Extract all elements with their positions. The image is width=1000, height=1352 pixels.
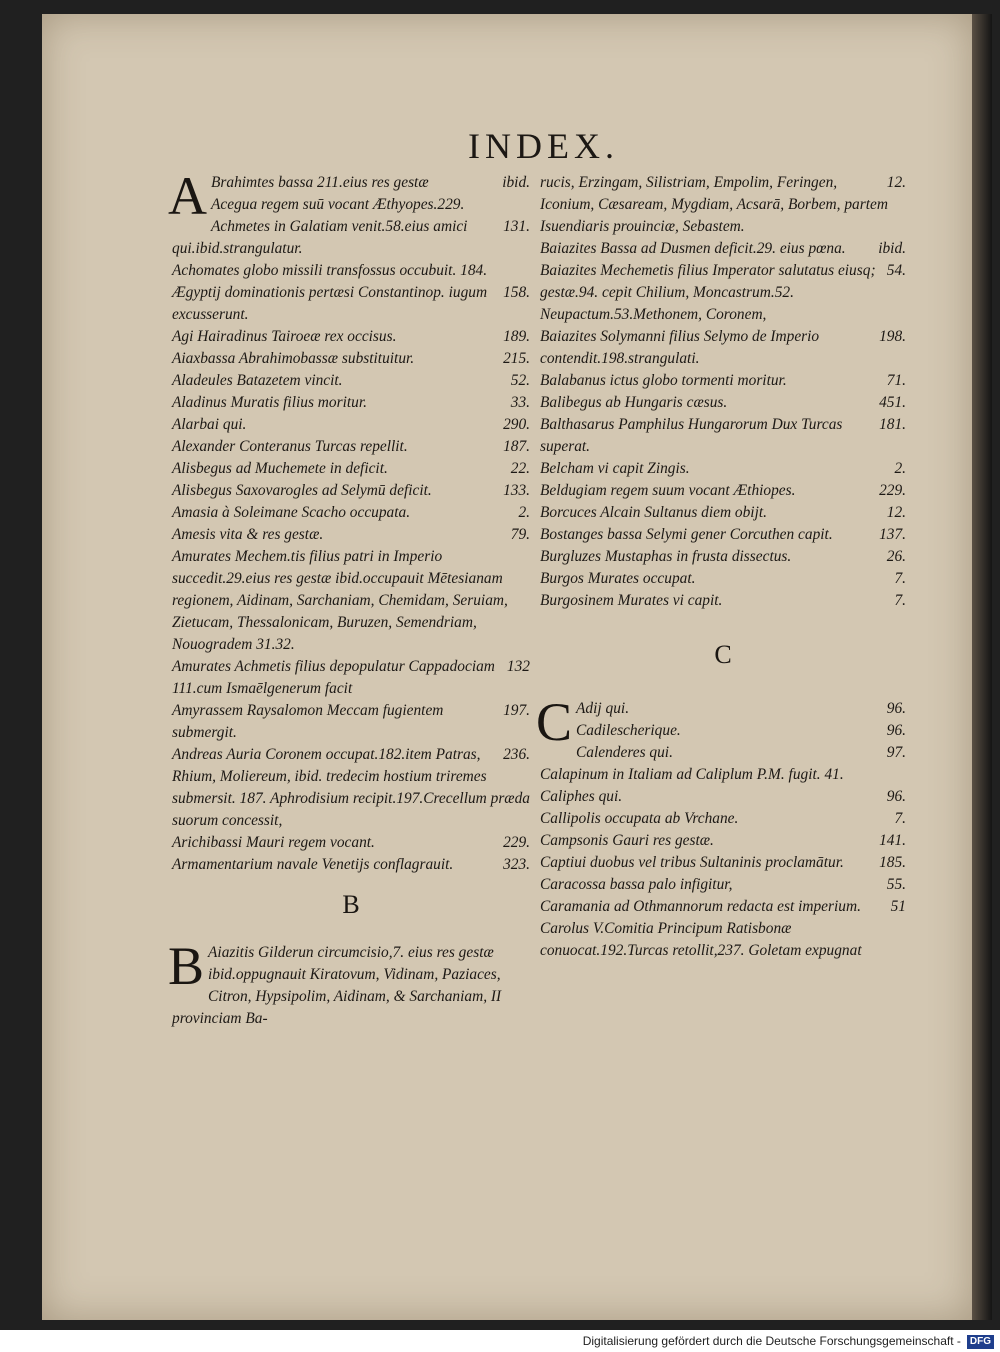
page-reference: 2.	[518, 504, 530, 521]
entry-text: Burgosinem Murates vi capit.	[540, 592, 723, 609]
dfg-logo: DFG	[967, 1335, 994, 1349]
entry-text: Carolus V.Comitia Principum Ratisbonæ conuocat.192.Turcas retollit,237. Goletam expugnat	[540, 920, 862, 959]
entry-text: Burgluzes Mustaphas in frusta dissectus.	[540, 548, 792, 565]
page-reference: 185.	[879, 854, 906, 871]
entry-text: Beldugiam regem suum vocant Æthiopes.	[540, 482, 796, 499]
footer-credit: Digitalisierung gefördert durch die Deutsche Forschungsgemeinschaft -	[582, 1334, 961, 1348]
index-entry	[540, 568, 906, 590]
entry-text: Agi Hairadinus Tairoeæ rex occisus.	[172, 328, 397, 345]
page-reference: 215.	[503, 350, 530, 367]
page-reference: 133.	[503, 482, 530, 499]
entry-text: Arichibassi Mauri regem vocant.	[172, 834, 375, 851]
page-reference: 197.	[503, 702, 530, 719]
page-reference: 229.	[503, 834, 530, 851]
page-reference: 33.	[510, 394, 530, 411]
page-reference: 71.	[886, 372, 906, 389]
page-reference: 96.	[886, 700, 906, 717]
entry-text: Bostanges bassa Selymi gener Corcuthen capit.	[540, 526, 833, 543]
entry-text: Caliphes qui.	[540, 788, 623, 805]
index-entry	[540, 458, 906, 480]
index-entry	[540, 764, 906, 786]
entry-text: Baiazites Mechemetis filius Imperator salutatus eiusq; gestæ.94. cepit Chilium, Moncastrum.52. Neupactum.53.Methonem, Coronem,	[540, 262, 876, 323]
index-entry	[540, 918, 906, 962]
page-reference: 26.	[886, 548, 906, 565]
index-entry	[172, 458, 530, 480]
drop-cap: A	[168, 166, 207, 226]
index-entry	[540, 414, 906, 458]
entry-text: Ægyptij dominationis pertæsi Constantinop. iugum excusserunt.	[172, 284, 488, 323]
index-entry	[172, 656, 530, 700]
index-entry	[540, 260, 906, 326]
page-reference: 229.	[879, 482, 906, 499]
index-entry	[172, 832, 530, 854]
page-reference: 158.	[503, 284, 530, 301]
index-entry	[540, 326, 906, 370]
page-reference: 55.	[886, 876, 906, 893]
page-reference: 12.	[886, 174, 906, 191]
entry-text: Brahimtes bassa 211.eius res gestæ	[211, 174, 429, 191]
page-reference: 51	[890, 898, 906, 915]
index-entry	[540, 172, 906, 238]
page-reference: 290.	[503, 416, 530, 433]
index-entry	[540, 524, 906, 546]
index-entry	[540, 852, 906, 874]
page-reference: 2.	[894, 460, 906, 477]
index-entry	[172, 546, 530, 656]
index-entry	[172, 414, 530, 436]
entry-text: Burgos Murates occupat.	[540, 570, 696, 587]
page-reference: 12.	[886, 504, 906, 521]
page-reference: 7.	[894, 570, 906, 587]
index-entry	[172, 216, 530, 260]
index-entry	[172, 326, 530, 348]
page-reference: 22.	[510, 460, 530, 477]
page-edge	[972, 14, 992, 1320]
index-entry	[172, 348, 530, 370]
entry-text: Achomates globo missili transfossus occubuit. 184.	[172, 262, 488, 279]
index-entry	[540, 370, 906, 392]
page-reference: 79.	[510, 526, 530, 543]
entry-text: Balibegus ab Hungaris cæsus.	[540, 394, 728, 411]
entry-text: Baiazites Solymanni filius Selymo de Imperio contendit.198.strangulati.	[540, 328, 820, 367]
index-entry	[172, 480, 530, 502]
entry-text: Amesis vita & res gestæ.	[172, 526, 324, 543]
page-reference: 54.	[886, 262, 906, 279]
index-entry	[540, 720, 906, 742]
index-entry	[172, 194, 530, 216]
index-entry	[540, 546, 906, 568]
index-entry	[172, 392, 530, 414]
entry-text: Acegua regem suū vocant Æthyopes.229.	[211, 196, 465, 213]
entry-text: Aladinus Muratis filius moritur.	[172, 394, 367, 411]
drop-cap: B	[168, 936, 205, 996]
entry-text: Caramania ad Othmannorum redacta est imperium.	[540, 898, 861, 915]
entry-text: Borcuces Alcain Sultanus diem obijt.	[540, 504, 767, 521]
page-reference: 132	[506, 658, 530, 675]
entry-text: Belcham vi capit Zingis.	[540, 460, 690, 477]
footer-bar	[0, 1330, 1000, 1352]
page-reference: 96.	[886, 788, 906, 805]
page-reference: 52.	[510, 372, 530, 389]
index-entry	[540, 742, 906, 764]
entry-text: Amurates Achmetis filius depopulatur Cappadociam 111.cum Ismaēlgenerum facit	[172, 658, 495, 697]
page-reference: 97.	[886, 744, 906, 761]
index-entry	[172, 282, 530, 326]
entry-text: Campsonis Gauri res gestæ.	[540, 832, 714, 849]
entry-text: Alarbai qui.	[172, 416, 247, 433]
entry-text: Aiaxbassa Abrahimobassæ substituitur.	[172, 350, 415, 367]
page-reference: 187.	[503, 438, 530, 455]
index-entry	[540, 392, 906, 414]
page-reference: ibid.	[878, 240, 906, 257]
index-entry	[168, 936, 530, 1030]
index-entry	[172, 370, 530, 392]
page-reference: 236.	[503, 746, 530, 763]
page-reference: 137.	[879, 526, 906, 543]
entry-text: Calenderes qui.	[576, 744, 673, 761]
entry-text: Caracossa bassa palo infigitur,	[540, 876, 733, 893]
index-entry	[172, 854, 530, 876]
entry-text: Amasia à Soleimane Scacho occupata.	[172, 504, 411, 521]
entry-text: Aladeules Batazetem vincit.	[172, 372, 343, 389]
entry-text: Armamentarium navale Venetijs conflagrauit.	[172, 856, 454, 873]
entry-text: Adij qui.	[576, 700, 630, 717]
entry-text: rucis, Erzingam, Silistriam, Empolim, Feringen, Iconium, Cæsaream, Mygdiam, Acsarā, Borbem, partem Isuendiaris prouinciæ, Sebastem.	[540, 174, 888, 235]
page-reference: 96.	[886, 722, 906, 739]
entry-text: Balabanus ictus globo tormenti moritur.	[540, 372, 787, 389]
entry-text: Balthasarus Pamphilus Hungarorum Dux Turcas superat.	[540, 416, 843, 455]
page-reference: 181.	[879, 416, 906, 433]
index-entry	[540, 896, 906, 918]
index-entry	[172, 524, 530, 546]
page-reference: 7.	[894, 810, 906, 827]
index-entry	[172, 700, 530, 744]
entry-text: Alexander Conteranus Turcas repellit.	[172, 438, 408, 455]
left-column	[168, 166, 530, 1030]
index-entry	[172, 502, 530, 524]
section-letter-c: C	[714, 640, 732, 669]
page-reference: 323.	[503, 856, 530, 873]
index-entry	[540, 502, 906, 524]
page-reference: 7.	[894, 592, 906, 609]
index-entry	[540, 480, 906, 502]
index-entry	[540, 808, 906, 830]
entry-text: Alisbegus ad Muchemete in deficit.	[172, 460, 388, 477]
entry-text: Calapinum in Italiam ad Caliplum P.M. fugit. 41.	[540, 766, 844, 783]
index-entry	[172, 744, 530, 832]
entry-text: Alisbegus Saxovarogles ad Selymū deficit.	[172, 482, 432, 499]
index-entry	[172, 260, 530, 282]
index-entry	[540, 786, 906, 808]
entry-text: Amurates Mechem.tis filius patri in Imperio succedit.29.eius res gestæ ibid.occupauit Mētesianam regionem, Aidinam, Sarchaniam, Chemidam, Seruiam, Zietucam, Thessalonicam, Buruzen, Semendriam, Nouogradem 31.32.	[172, 548, 508, 653]
entry-text: Achmetes in Galatiam venit.58.eius amici qui.ibid.strangulatur.	[172, 218, 468, 257]
entry-text: Aiazitis Gilderun circumcisio,7. eius res gestæ ibid.oppugnauit Kiratovum, Vidinam, Paziaces, Citron, Hypsipolim, Aidinam, & Sarchaniam, II provinciam Ba-	[172, 944, 502, 1027]
page-reference: 189.	[503, 328, 530, 345]
page-title: INDEX.	[468, 126, 619, 166]
entry-text: Captiui duobus vel tribus Sultaninis proclamātur.	[540, 854, 844, 871]
page-reference: 198.	[879, 328, 906, 345]
entry-text: Andreas Auria Coronem occupat.182.item Patras, Rhium, Moliereum, ibid. tredecim hostium triremes submersit. 187. Aphrodisium recipit.197.Crecellum præda suorum concessit,	[172, 746, 530, 829]
index-entry	[172, 436, 530, 458]
page-reference: 141.	[879, 832, 906, 849]
page-reference: 451.	[879, 394, 906, 411]
index-entry	[540, 238, 906, 260]
index-entry	[540, 874, 906, 896]
index-entry	[540, 590, 906, 612]
page-reference: 131.	[503, 218, 530, 235]
section-letter-b: B	[342, 890, 360, 919]
entry-text: Cadilescherique.	[576, 722, 681, 739]
entry-text: Callipolis occupata ab Vrchane.	[540, 810, 739, 827]
index-entry	[540, 830, 906, 852]
entry-text: Baiazites Bassa ad Dusmen deficit.29. eius pœna.	[540, 240, 846, 257]
page-reference: ibid.	[502, 174, 530, 191]
entry-text: Amyrassem Raysalomon Meccam fugientem submergit.	[172, 702, 444, 741]
right-column	[536, 172, 906, 962]
drop-cap: C	[536, 692, 573, 752]
